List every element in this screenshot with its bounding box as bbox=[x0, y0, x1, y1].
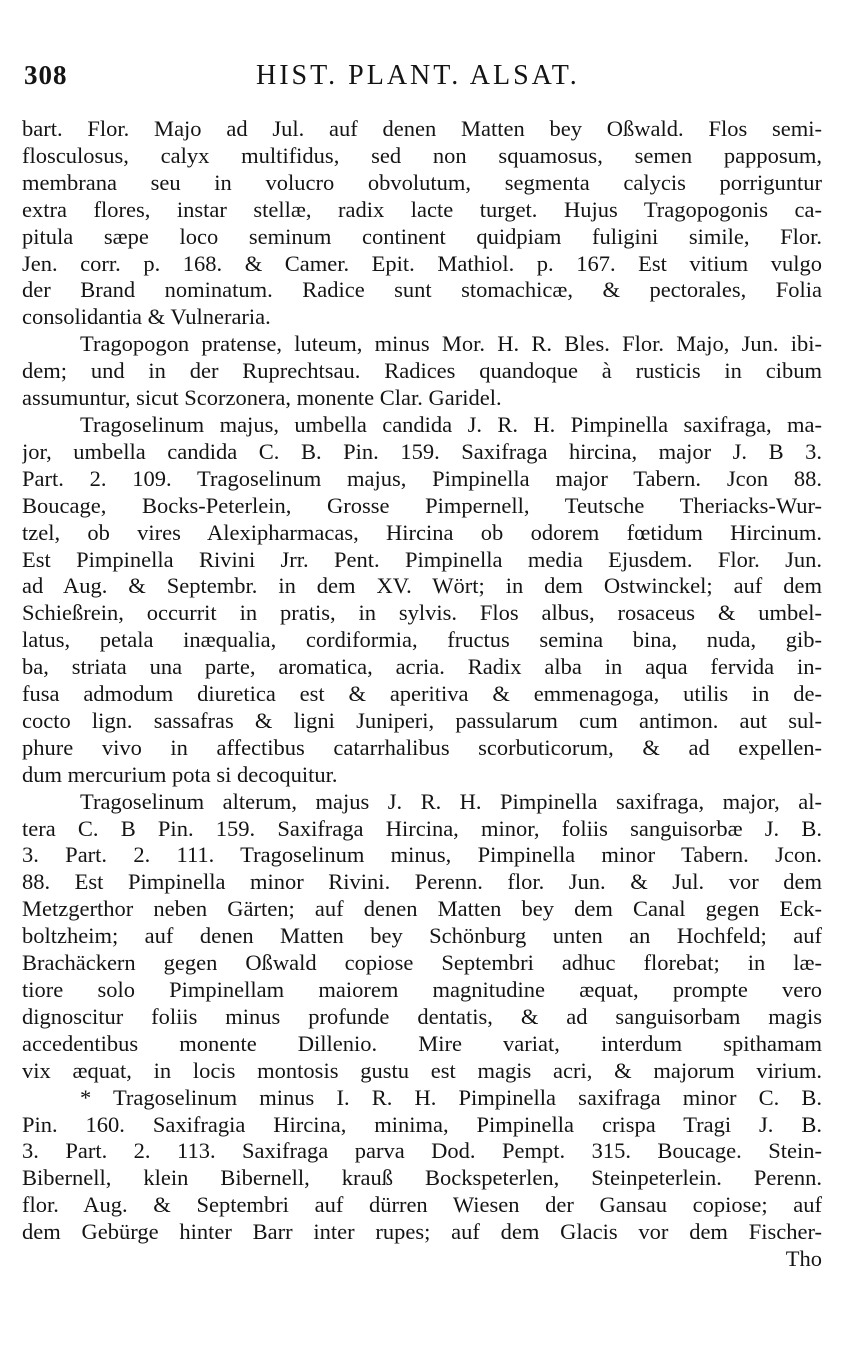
page-header bbox=[24, 60, 824, 104]
text-line: flosculosus, calyx multifidus, sed non squamosus, semen papposum, bbox=[22, 142, 822, 168]
text-line: accedentibus monente Dillenio. Mire variat, interdum spithamam bbox=[22, 1030, 822, 1056]
text-line: dem Gebürge hinter Barr inter rupes; auf dem Glacis vor dem Fischer- bbox=[22, 1219, 822, 1245]
text-line: membrana seu in volucro obvolutum, segmenta calycis porriguntur bbox=[22, 169, 822, 195]
text-line: Tragoselinum majus, umbella candida J. R. H. Pimpinella saxifraga, ma- bbox=[80, 411, 822, 437]
text-line: cocto lign. sassafras & ligni Juniperi, passularum cum antimon. aut sul- bbox=[22, 707, 822, 733]
text-line: tiore solo Pimpinellam maiorem magnitudine æquat, prompte vero bbox=[22, 977, 822, 1002]
text-line: Brachäckern gegen Oßwald copiose Septembri adhuc florebat; in læ- bbox=[22, 950, 822, 976]
text-line: Part. 2. 109. Tragoselinum majus, Pimpinella major Tabern. Jcon 88. bbox=[22, 465, 822, 491]
text-line: ba, striata una parte, aromatica, acria. Radix alba in aqua fervida in- bbox=[22, 654, 822, 680]
text-line: Boucage, Bocks-Peterlein, Grosse Pimpernell, Teutsche Theriacks-Wur- bbox=[22, 492, 822, 518]
text-line: extra flores, instar stellæ, radix lacte turget. Hujus Tragopogonis ca- bbox=[22, 196, 822, 222]
catchword: Tho bbox=[785, 1246, 822, 1272]
text-line: 3. Part. 2. 111. Tragoselinum minus, Pimpinella minor Tabern. Jcon. bbox=[22, 842, 822, 868]
text-line: * Tragoselinum minus I. R. H. Pimpinella saxifraga minor C. B. bbox=[80, 1084, 822, 1110]
text-line: phure vivo in affectibus catarrhalibus scorbuticorum, & ad expellen- bbox=[22, 734, 822, 760]
text-line: jor, umbella candida C. B. Pin. 159. Saxifraga hircina, major J. B 3. bbox=[22, 438, 822, 464]
text-line: dignoscitur foliis minus profunde dentatis, & ad sanguisorbam magis bbox=[22, 1003, 822, 1029]
text-line: Pin. 160. Saxifragia Hircina, minima, Pimpinella crispa Tragi J. B. bbox=[22, 1111, 822, 1137]
text-line: Tragoselinum alterum, majus J. R. H. Pimpinella saxifraga, major, al- bbox=[80, 788, 822, 814]
text-line: vix æquat, in locis montosis gustu est magis acri, & majorum virium. bbox=[22, 1057, 822, 1083]
text-line: tzel, ob vires Alexipharmacas, Hircina ob odorem fœtidum Hircinum. bbox=[22, 519, 822, 545]
text-line: dum mercurium pota si decoquitur. bbox=[22, 761, 338, 787]
running-title: HIST. PLANT. ALSAT. bbox=[256, 60, 580, 91]
page-number: 308 bbox=[24, 60, 68, 90]
text-line: Bibernell, klein Bibernell, krauß Bockspeterlen, Steinpeterlein. Perenn. bbox=[22, 1165, 822, 1191]
text-line: assumuntur, sicut Scorzonera, monente Clar. Garidel. bbox=[22, 385, 502, 411]
text-line: der Brand nominatum. Radice sunt stomachicæ, & pectorales, Folia bbox=[22, 277, 822, 303]
text-line: Tragopogon pratense, luteum, minus Mor. H. R. Bles. Flor. Majo, Jun. ibi- bbox=[80, 331, 822, 357]
text-line: 88. Est Pimpinella minor Rivini. Perenn. flor. Jun. & Jul. vor dem bbox=[22, 869, 822, 895]
text-line: Jen. corr. p. 168. & Camer. Epit. Mathiol. p. 167. Est vitium vulgo bbox=[22, 250, 822, 276]
text-line: Metzgerthor neben Gärten; auf denen Matten bey dem Canal gegen Eck- bbox=[22, 896, 822, 922]
text-line: dem; und in der Ruprechtsau. Radices quandoque à rusticis in cibum bbox=[22, 358, 822, 384]
text-line: bart. Flor. Majo ad Jul. auf denen Matten bey Oßwald. Flos semi- bbox=[22, 116, 822, 141]
text-line: fusa admodum diuretica est & aperitiva & emmenagoga, utilis in de- bbox=[22, 681, 822, 707]
text-line: consolidantia & Vulneraria. bbox=[22, 304, 271, 330]
text-line: ad Aug. & Septembr. in dem XV. Wört; in dem Ostwinckel; auf dem bbox=[22, 573, 822, 599]
text-line: Est Pimpinella Rivini Jrr. Pent. Pimpinella media Ejusdem. Flor. Jun. bbox=[22, 546, 822, 572]
text-line: latus, petala inæqualia, cordiformia, fructus semina bina, nuda, gib- bbox=[22, 627, 822, 653]
text-line: flor. Aug. & Septembri auf dürren Wiesen der Gansau copiose; auf bbox=[22, 1192, 822, 1218]
text-line: boltzheim; auf denen Matten bey Schönburg unten an Hochfeld; auf bbox=[22, 923, 822, 949]
text-line: 3. Part. 2. 113. Saxifraga parva Dod. Pempt. 315. Boucage. Stein- bbox=[22, 1138, 822, 1164]
text-line: pitula sæpe loco seminum continent quidpiam fuligini simile, Flor. bbox=[22, 223, 822, 249]
body-text bbox=[22, 116, 822, 1273]
text-line: Schießrein, occurrit in pratis, in sylvis. Flos albus, rosaceus & umbel- bbox=[22, 600, 822, 626]
text-line: tera C. B Pin. 159. Saxifraga Hircina, minor, foliis sanguisorbæ J. B. bbox=[22, 815, 822, 841]
